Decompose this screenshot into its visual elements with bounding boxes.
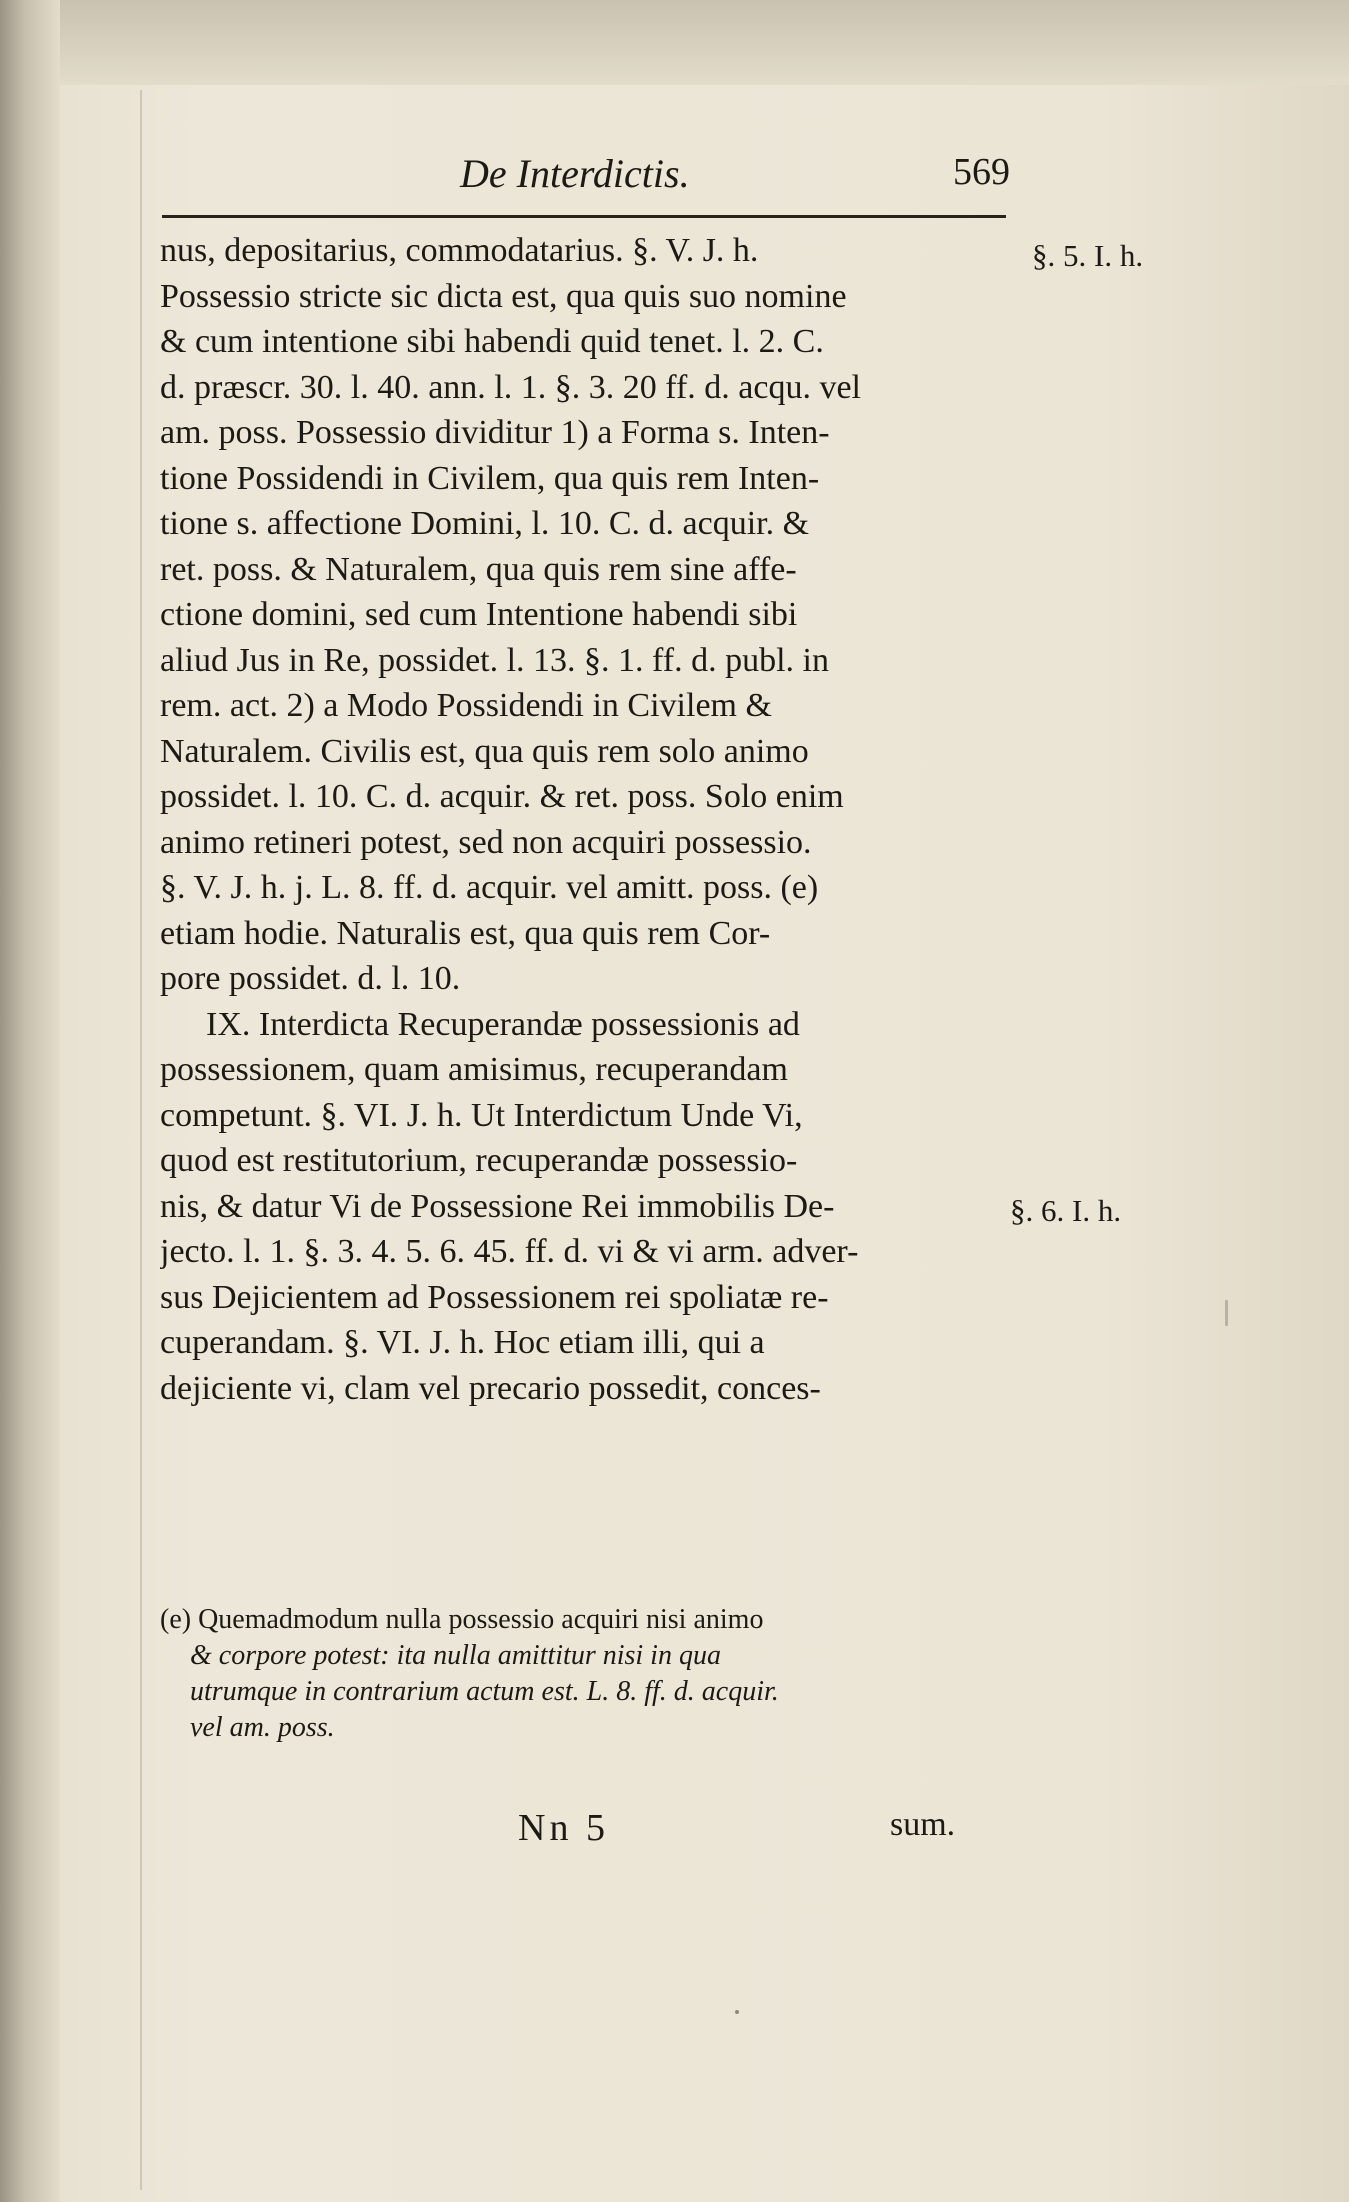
text-line: animo retineri potest, sed non acquiri possessio.: [160, 823, 812, 861]
footnote: [160, 1602, 1000, 1746]
text-line: & cum intentione sibi habendi quid tenet. l. 2. C.: [160, 323, 824, 360]
text-line: nis, & datur Vi de Possessione Rei immobilis De-: [160, 1187, 835, 1225]
text-line: sus Dejicientem ad Possessionem rei spoliatæ re-: [160, 1278, 829, 1316]
body-text: [160, 228, 1010, 1411]
text-line: possidet. l. 10. C. d. acquir. & ret. poss. Solo enim: [160, 778, 844, 815]
page-binding-edge: [0, 0, 60, 2202]
text-line: ret. poss. & Naturalem, qua quis rem sine affe-: [160, 550, 797, 588]
margin-note: §. 5. I. h.: [1032, 238, 1144, 273]
catchword: sum.: [890, 1806, 956, 1843]
signature-mark: Nn 5: [518, 1807, 609, 1849]
text-line: Naturalem. Civilis est, qua quis rem solo animo: [160, 732, 809, 770]
text-line: etiam hodie. Naturalis est, qua quis rem Cor-: [160, 914, 771, 952]
text-line: pore possidet. d. l. 10.: [160, 960, 461, 997]
text-line: aliud Jus in Re, possidet. l. 13. §. 1. ff. d. publ. in: [160, 641, 829, 679]
page-top-shadow: [0, 0, 1349, 85]
header-rule: [162, 215, 1006, 218]
text-line: Possessio stricte sic dicta est, qua quis suo nomine: [160, 277, 847, 315]
text-line: cuperandam. §. VI. J. h. Hoc etiam illi, qui a: [160, 1324, 765, 1361]
text-line: IX. Interdicta Recuperandæ possessionis ad: [206, 1005, 800, 1043]
text-line: quod est restitutorium, recuperandæ possessio-: [160, 1142, 798, 1179]
text-line: tione Possidendi in Civilem, qua quis rem Inten-: [160, 459, 820, 497]
footnote-line: & corpore potest: ita nulla amittitur nisi in qua: [190, 1640, 721, 1671]
running-head-title: De Interdictis.: [460, 151, 690, 196]
page-number: 569: [953, 151, 1010, 193]
text-line: jecto. l. 1. §. 3. 4. 5. 6. 45. ff. d. vi & vi arm. adver-: [160, 1233, 859, 1270]
footnote-line: (e) Quemadmodum nulla possessio acquiri nisi animo: [160, 1604, 764, 1635]
text-line: rem. act. 2) a Modo Possidendi in Civilem &: [160, 687, 772, 724]
text-line: nus, depositarius, commodatarius. §. V. J. h.: [160, 232, 759, 269]
footnote-line: utrumque in contrarium actum est. L. 8. ff. d. acquir.: [190, 1676, 779, 1707]
footnote-line: vel am. poss.: [190, 1712, 335, 1743]
page-fold-line: [140, 90, 142, 2190]
text-line: tione s. affectione Domini, l. 10. C. d. acquir. &: [160, 505, 810, 542]
margin-note: §. 6. I. h.: [1010, 1193, 1122, 1228]
paper-mark: [1225, 1300, 1228, 1326]
text-line: dejiciente vi, clam vel precario possedit, conces-: [160, 1369, 821, 1407]
text-line: ctione domini, sed cum Intentione habendi sibi: [160, 596, 798, 633]
text-line: competunt. §. VI. J. h. Ut Interdictum Unde Vi,: [160, 1096, 803, 1134]
text-line: §. V. J. h. j. L. 8. ff. d. acquir. vel amitt. poss. (e): [160, 869, 819, 906]
paper-speck: [735, 2010, 739, 2014]
text-line: d. præscr. 30. l. 40. ann. l. 1. §. 3. 20 ff. d. acqu. vel: [160, 368, 862, 406]
running-head: [160, 150, 1020, 200]
text-line: possessionem, quam amisimus, recuperandam: [160, 1051, 788, 1088]
text-line: am. poss. Possessio dividitur 1) a Forma s. Inten-: [160, 414, 830, 451]
